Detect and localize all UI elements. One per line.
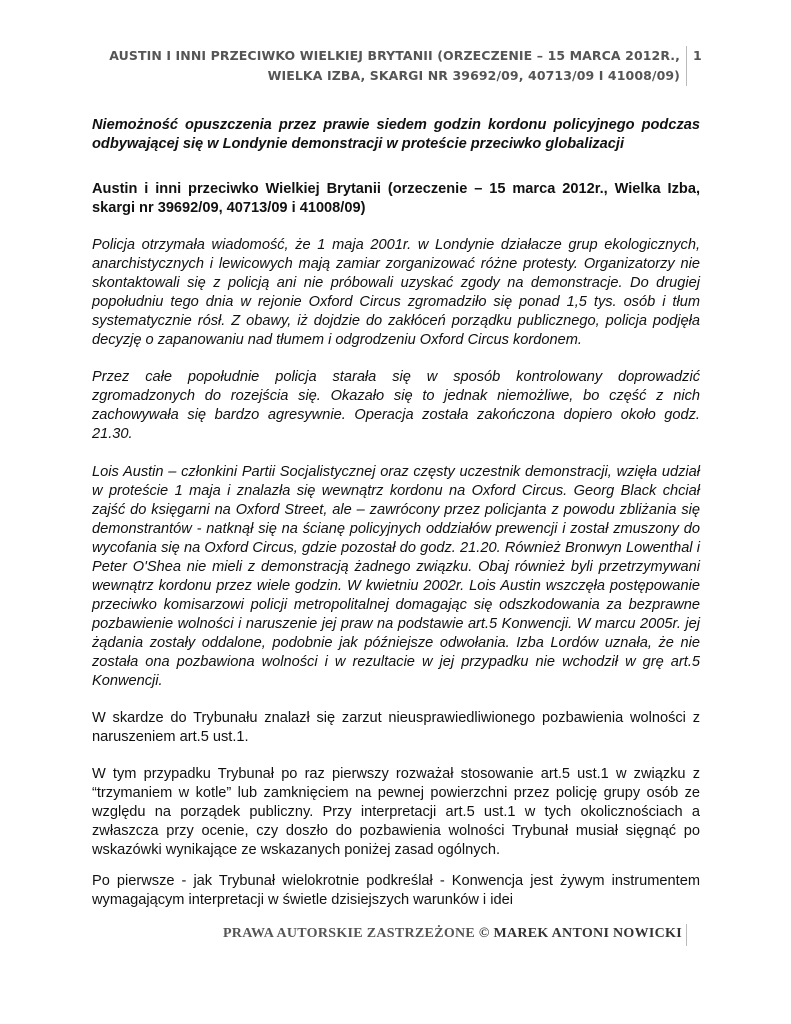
paragraph-applicants: Lois Austin – członkini Partii Socjalistycznej oraz częsty uczestnik demonstracji, wzięła udział w proteście 1 maja i znalazła się wewnątrz kordonu na Oxford Circus. Georg Black chciał zajść do księgarni na Oxford Street, ale – zawrócony przez policjanta z powodu zbliżania się demonstrantów - natknął się na ścianę policyjnych oddziałów prewencji i został zmuszony do wycofania się na Oxford Circus, gdzie pozostał do godz. 21.20. Również Bronwyn Lowenthal i Peter O'Shea nie mieli z demonstracją żadnego związku. Obaj również byli przetrzymywani wewnątrz kordonu przez wiele godzin. W kwietniu 2002r. Lois Austin wszczęła postępowanie przeciwko komisarzowi policji metropolitalnej domagając się odszkodowania za bezprawne pozbawienie wolności i naruszenie jej praw na podstawie art.5 Konwencji. W marcu 2005r. jej żądania zostały oddalone, podobnie jak późniejsze odwołania. Izba Lordów uznała, że nie została ona pozbawiona wolności i w rezultacie w jej przypadku nie wchodził w grę art.5 Konwencji.	[92, 464, 700, 689]
document-body	[92, 116, 700, 910]
page-number: 1	[686, 46, 723, 86]
headline: Niemożność opuszczenia przez prawie siedem godzin kordonu policyjnego podczas odbywającej się w Londynie demonstracji w proteście przeciwko globalizacji	[92, 117, 700, 152]
page-footer	[90, 926, 682, 942]
footer-rights: PRAWA AUTORSKIE ZASTRZEŻONE	[222, 926, 476, 941]
paragraph-court: W tym przypadku Trybunał po raz pierwszy rozważał stosowanie art.5 ust.1 w związku z “trzymaniem w kotle” lub zamknięciem na pewnej powierzchni przez policję grupy osób ze względu na porządek publiczny. Przy interpretacji art.5 ust.1 w tych okolicznościach a zwłaszcza przy ocenie, czy doszło do pozbawienia wolności Trybunał musiał sięgnąć po wskazówki wynikające ze wskazanych poniżej zasad ogólnych.	[92, 766, 700, 858]
footer-copyright: © MAREK ANTONI NOWICKI	[478, 926, 682, 941]
case-title: Austin i inni przeciwko Wielkiej Brytanii (orzeczenie – 15 marca 2012r., Wielka Izba, skargi nr 39692/09, 40713/09 i 41008/09)	[92, 181, 700, 216]
paragraph-operation: Przez całe popołudnie policja starała się w sposób kontrolowany doprowadzić zgromadzonych do rozejścia się. Okazało się to jednak niemożliwe, bo część z nich zachowywała się bardzo agresywnie. Operacja została zakończona dopiero około godz. 21.30.	[92, 369, 700, 442]
paragraph-complaint: W skardze do Trybunału znalazł się zarzut nieusprawiedliwionego pozbawienia wolności z naruszeniem art.5 ust.1.	[92, 710, 700, 745]
footer-divider	[686, 924, 687, 946]
paragraph-facts: Policja otrzymała wiadomość, że 1 maja 2001r. w Londynie działacze grup ekologicznych, anarchistycznych i lewicowych mają zamiar zorganizować różne protesty. Organizatorzy nie skontaktowali się z policją ani nie próbowali uzyskać zgody na demonstracje. Do drugiej popołudniu tego dnia w rejonie Oxford Circus zgromadziło się ponad 1,5 tys. osób i tłum systematycznie rósł. Z obawy, iż dojdzie do zakłóceń porządku publicznego, policja podjęła decyzję o zapanowaniu nad tłumem i odgrodzeniu Oxford Circus kordonem.	[92, 237, 700, 348]
running-header: AUSTIN I INNI PRZECIWKO WIELKIEJ BRYTANII (ORZECZENIE – 15 MARCA 2012R., WIELKA IZBA, SKARGI NR 39692/09, 40713/09 I 41008/09)	[109, 48, 680, 83]
paragraph-principles: Po pierwsze - jak Trybunał wielokrotnie podkreślał - Konwencja jest żywym instrumentem wymagającym interpretacji w świetle dzisiejszych warunków i idei	[92, 873, 700, 908]
